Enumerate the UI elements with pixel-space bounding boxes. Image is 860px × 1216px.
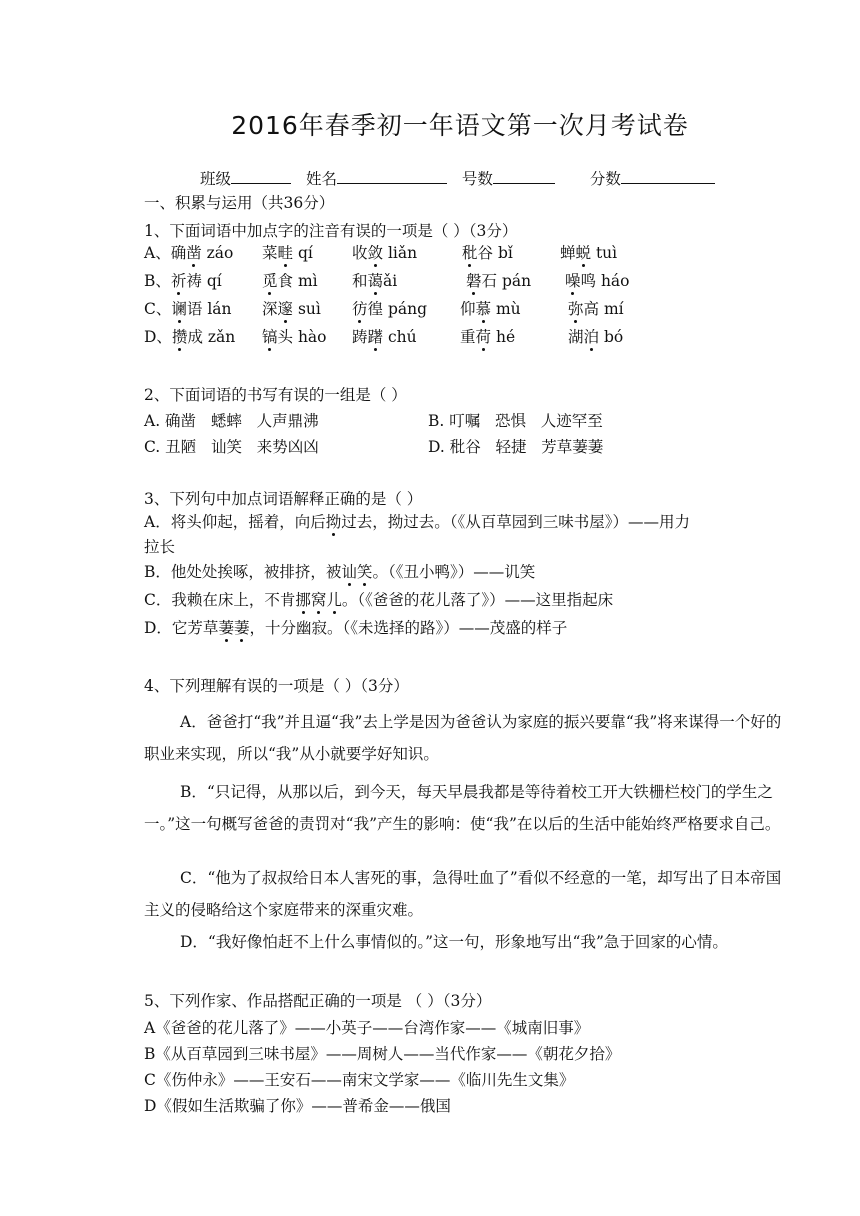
q1-option-b-4: 磐石 pán bbox=[466, 272, 532, 290]
q1-option-a-2: 菜畦 qí bbox=[262, 244, 313, 262]
student-info-row bbox=[200, 167, 715, 190]
q1-option-d-1: D、攒成 zǎn bbox=[144, 328, 236, 346]
q2-option-c: C. 丑陋 讪笑 来势凶凶 bbox=[144, 438, 319, 456]
q1-option-c-4: 仰慕 mù bbox=[460, 300, 521, 318]
number-blank[interactable] bbox=[493, 167, 555, 184]
q1-option-a-3: 收敛 liǎn bbox=[352, 244, 418, 262]
q5-option-c: C《伤仲永》——王安石——南宋文学家——《临川先生文集》 bbox=[144, 1071, 575, 1089]
q2-option-a: A. 确凿 蟋蟀 人声鼎沸 bbox=[144, 412, 319, 430]
q1-option-c-3: 彷徨 páng bbox=[352, 300, 428, 318]
q4-option-c: C．“他为了叔叔给日本人害死的事，急得吐血了”看似不经意的一笔，却写出了日本帝国主义的侵略给这个家庭带来的深重灾难。 bbox=[144, 869, 782, 919]
name-label: 姓名 bbox=[305, 170, 337, 188]
section-heading: 一、积累与运用（共36分） bbox=[144, 194, 335, 212]
score-label: 分数 bbox=[589, 170, 621, 188]
number-label: 号数 bbox=[461, 170, 493, 188]
q4-option-a: A．爸爸打“我”并且逼“我”去上学是因为爸爸认为家庭的振兴要靠“我”将来谋得一个好的职业来实现，所以“我”从小就要学好知识。 bbox=[144, 713, 782, 763]
q3-option-d: D．它芳草萋萋，十分幽寂。（《未选择的路》）——茂盛的样子 bbox=[144, 619, 568, 637]
q1-option-d-4: 重荷 hé bbox=[460, 328, 516, 346]
q1-option-d-5: 湖泊 bó bbox=[568, 328, 624, 346]
q5-option-d: D《假如生活欺骗了你》——普希金——俄国 bbox=[144, 1097, 451, 1115]
q3-option-a: A．将头仰起，摇着，向后拗过去，拗过去。（《从百草园到三味书屋》）——用力 bbox=[144, 513, 690, 531]
q2-option-b: B. 叮嘱 恐惧 人迹罕至 bbox=[428, 412, 603, 430]
score-blank[interactable] bbox=[621, 167, 715, 184]
q1-option-b-3: 和蔼ǎi bbox=[352, 272, 398, 290]
q5-option-b: B《从百草园到三味书屋》——周树人——当代作家——《朝花夕拾》 bbox=[144, 1045, 621, 1063]
q1-option-b-1: B、祈祷 qí bbox=[144, 272, 222, 290]
q1-option-a-5: 蝉蜕 tuì bbox=[560, 244, 618, 262]
q3-option-c: C．我赖在床上，不肯挪窝儿。（《爸爸的花儿落了》）——这里指起床 bbox=[144, 591, 614, 609]
q1-option-c-5: 弥高 mí bbox=[568, 300, 624, 318]
name-blank[interactable] bbox=[337, 167, 447, 184]
q1-option-d-2: 镐头 hào bbox=[262, 328, 327, 346]
q1-option-d-3: 踌躇 chú bbox=[352, 328, 417, 346]
question-2-stem: 2、下面词语的书写有误的一组是（ ） bbox=[144, 386, 407, 404]
q3-option-a-cont: 拉长 bbox=[144, 538, 176, 556]
q1-option-b-5: 噪鸣 háo bbox=[565, 272, 630, 290]
q1-option-c-2: 深邃 suì bbox=[262, 300, 321, 318]
q1-option-a-1: A、确凿 záo bbox=[144, 244, 234, 262]
q2-option-d: D. 秕谷 轻捷 芳草萋萋 bbox=[428, 438, 604, 456]
q5-option-a: A《爸爸的花儿落了》——小英子——台湾作家——《城南旧事》 bbox=[144, 1019, 590, 1037]
page-title: 2016年春季初一年语文第一次月考试卷 bbox=[231, 111, 689, 140]
q4-option-b: B．“只记得，从那以后，到今天，每天早晨我都是等待着校工开大铁栅栏校门的学生之一。”这一句概写爸爸的责罚对“我”产生的影响：使“我”在以后的生活中能始终严格要求自己。 bbox=[144, 783, 781, 833]
question-5-stem: 5、下列作家、作品搭配正确的一项是 （ ）（3分） bbox=[144, 992, 492, 1010]
q4-option-d: D．“我好像怕赶不上什么事情似的。”这一句，形象地写出“我”急于回家的心情。 bbox=[180, 933, 728, 951]
class-blank[interactable] bbox=[231, 167, 291, 184]
q1-option-b-2: 觅食 mì bbox=[262, 272, 318, 290]
class-label: 班级 bbox=[200, 170, 232, 188]
q1-option-a-4: 秕谷 bǐ bbox=[462, 244, 513, 262]
question-1-stem: 1、下面词语中加点字的注音有误的一项是（ ）（3分） bbox=[144, 222, 518, 240]
question-3-stem: 3、下列句中加点词语解释正确的是（ ） bbox=[144, 490, 423, 508]
q3-option-b: B．他处处挨啄，被排挤，被讪笑。（《丑小鸭》）——讥笑 bbox=[144, 563, 536, 581]
question-4-stem: 4、下列理解有误的一项是（ ）（3分） bbox=[144, 677, 409, 695]
q1-option-c-1: C、谰语 lán bbox=[144, 300, 232, 318]
